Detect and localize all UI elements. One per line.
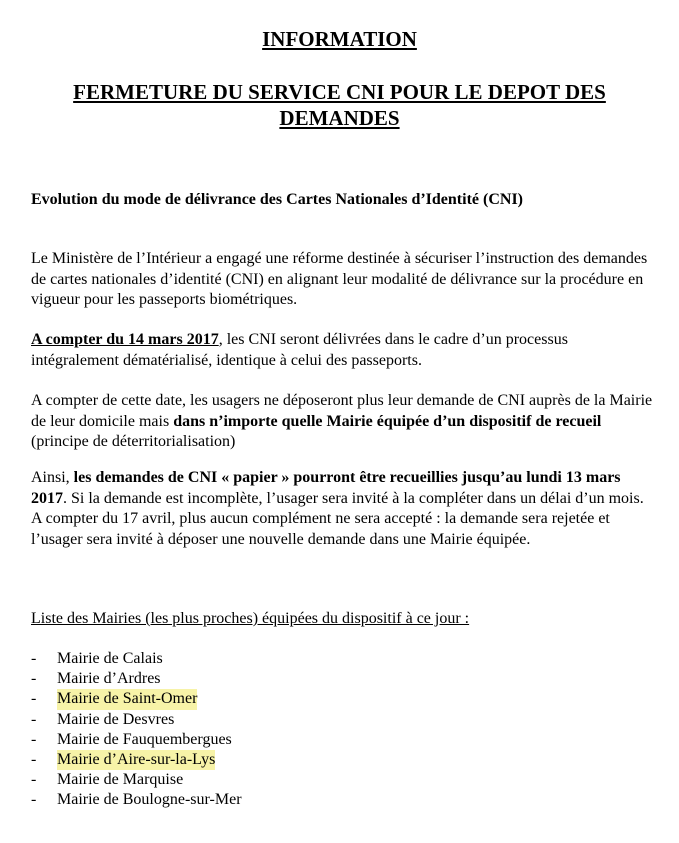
mairie-name: Mairie d’Ardres [57, 670, 161, 688]
list-dash: - [31, 730, 37, 748]
paragraph-date-rest: , les CNI seront délivrées dans le cadre d’un processus intégralement dématérialisé, identique à celui des passeports. [31, 331, 568, 369]
paragraph-paper-requests [31, 468, 656, 550]
list-dash: - [31, 771, 37, 789]
page-title: INFORMATION [262, 27, 417, 51]
mairie-name: Mairie de Boulogne-sur-Mer [57, 791, 242, 809]
paragraph-territorial-start: A compter de cette date, les usagers ne déposeront plus leur demande de CNI auprès de la Mairie de leur domicile mais [31, 392, 653, 430]
list-dash: - [31, 710, 37, 728]
mairie-name: Mairie de Desvres [57, 710, 175, 728]
paragraph-paper-end: . Si la demande est incomplète, l’usager sera invité à la compléter dans un délai d’un mois. A compter du 17 avril, plus aucun complément ne sera accepté : la demande sera rejetée et l’usager sera invité à déposer une nouvelle demande dans une Mairie équipée. [31, 489, 644, 548]
mairie-name-highlighted: Mairie d’Aire-sur-la-Lys [57, 750, 215, 770]
paragraph-paper-bold: les demandes de CNI « papier » pourront être recueillies jusqu’au lundi 13 mars 2017 [31, 469, 621, 507]
list-dash: - [31, 750, 37, 768]
mairie-name-highlighted: Mairie de Saint-Omer [57, 689, 197, 709]
mairies-list-heading: Liste des Mairies (les plus proches) équipées du dispositif à ce jour : [31, 610, 470, 627]
paragraph-date [31, 330, 656, 371]
list-dash: - [31, 690, 37, 708]
mairie-name: Mairie de Calais [57, 650, 163, 667]
list-dash: - [31, 650, 37, 667]
page-subtitle-line1: FERMETURE DU SERVICE CNI POUR LE DEPOT DES [73, 80, 606, 104]
paragraph-date-bold: A compter du 14 mars 2017 [31, 331, 219, 348]
paragraph-territorial-bold: dans n’importe quelle Mairie équipée d’un dispositif de recueil [173, 412, 602, 430]
paragraph-reform: Le Ministère de l’Intérieur a engagé une réforme destinée à sécuriser l’instruction des demandes de cartes nationales d’identité (CNI) en alignant leur modalité de délivrance sur la procédure en vigueur pour les passeports biométriques. [31, 250, 648, 308]
page-subtitle-line2: DEMANDES [279, 106, 400, 130]
paragraph-paper-start: Ainsi, [31, 469, 74, 486]
paragraph-territorial [31, 391, 656, 453]
page-subtitle [0, 79, 679, 131]
paragraph-territorial-end: (principe de déterritorialisation) [31, 433, 236, 450]
mairie-name: Mairie de Fauquembergues [57, 730, 232, 748]
list-dash: - [31, 670, 37, 688]
list-dash: - [31, 791, 37, 809]
mairie-name: Mairie de Marquise [57, 771, 184, 789]
section-title: Evolution du mode de délivrance des Cartes Nationales d’Identité (CNI) [31, 191, 523, 208]
